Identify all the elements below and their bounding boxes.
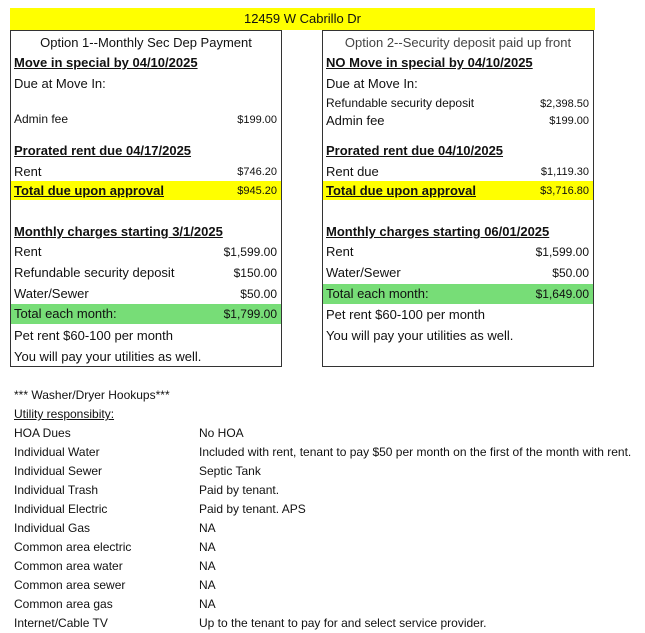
option2-prorated-heading: Prorated rent due 04/10/2025 bbox=[326, 143, 504, 158]
utility-value: NA bbox=[199, 559, 216, 573]
utility-heading: Utility responsibity: bbox=[14, 407, 115, 421]
utility-label: Individual Trash bbox=[14, 483, 99, 497]
washer-note: *** Washer/Dryer Hookups*** bbox=[14, 388, 170, 402]
option1-monthly-rent-row bbox=[11, 242, 281, 261]
utility-value: NA bbox=[199, 597, 216, 611]
option2-total-label: Total due upon approval bbox=[326, 183, 476, 198]
utility-label: Individual Gas bbox=[14, 521, 91, 535]
utility-value: NA bbox=[199, 540, 216, 554]
option2-movein-heading: NO Move in special by 04/10/2025 bbox=[326, 55, 533, 70]
option1-admin-row bbox=[11, 110, 281, 129]
option1-admin-value: $199.00 bbox=[237, 114, 277, 126]
option2-total-row bbox=[323, 181, 593, 200]
option1-rent-value: $746.20 bbox=[237, 166, 277, 178]
option1-pet-row bbox=[11, 326, 281, 345]
utility-label: Internet/Cable TV bbox=[14, 616, 108, 630]
option1-water-label: Water/Sewer bbox=[14, 286, 89, 301]
option2-water-label: Water/Sewer bbox=[326, 265, 401, 280]
option1-total-value: $945.20 bbox=[237, 185, 277, 197]
option1-util-row bbox=[11, 347, 281, 366]
utility-label: Common area water bbox=[14, 559, 123, 573]
option1-pet-text: Pet rent $60-100 per month bbox=[14, 328, 173, 343]
option2-due-row bbox=[323, 74, 593, 93]
utility-label: HOA Dues bbox=[14, 426, 71, 440]
option2-pet-row bbox=[323, 305, 593, 324]
option1-each-row bbox=[11, 304, 281, 324]
option1-monthly-row bbox=[11, 222, 281, 241]
option2-monthly-row bbox=[323, 222, 593, 241]
utility-value: NA bbox=[199, 578, 216, 592]
option1-deposit-row bbox=[11, 263, 281, 282]
option2-each-label: Total each month: bbox=[326, 286, 429, 301]
utility-label: Common area gas bbox=[14, 597, 113, 611]
option2-water-value: $50.00 bbox=[552, 266, 589, 280]
option1-deposit-label: Refundable security deposit bbox=[14, 265, 175, 280]
option1-movein-row bbox=[11, 53, 281, 72]
option2-rent-value: $1,119.30 bbox=[540, 166, 589, 178]
option1-movein-heading: Move in special by 04/10/2025 bbox=[14, 55, 198, 70]
property-address: 12459 W Cabrillo Dr bbox=[10, 8, 595, 30]
option1-deposit-value: $150.00 bbox=[233, 266, 277, 280]
option2-deposit-value: $2,398.50 bbox=[540, 98, 589, 110]
option2-admin-value: $199.00 bbox=[549, 115, 589, 127]
option1-prorated-row bbox=[11, 141, 281, 160]
option1-admin-label: Admin fee bbox=[14, 112, 69, 126]
option2-panel bbox=[322, 30, 594, 367]
option2-util-row bbox=[323, 326, 593, 345]
option1-each-value: $1,799.00 bbox=[223, 307, 277, 321]
utility-value: NA bbox=[199, 521, 216, 535]
option2-each-value: $1,649.00 bbox=[535, 287, 589, 301]
option1-header: Option 1--Monthly Sec Dep Payment bbox=[40, 35, 252, 50]
option1-due-label: Due at Move In: bbox=[14, 76, 106, 91]
utility-value: No HOA bbox=[199, 426, 244, 440]
utility-label: Individual Sewer bbox=[14, 464, 103, 478]
option2-prorated-row bbox=[323, 141, 593, 160]
option1-prorated-heading: Prorated rent due 04/17/2025 bbox=[14, 143, 192, 158]
option2-deposit-label: Refundable security deposit bbox=[326, 96, 475, 110]
utility-value: Included with rent, tenant to pay $50 per month on the first of the month with rent. bbox=[199, 445, 632, 459]
option1-panel bbox=[10, 30, 282, 367]
option2-admin-row bbox=[323, 111, 593, 130]
option1-monthly-rent-value: $1,599.00 bbox=[223, 245, 277, 259]
utility-label: Common area electric bbox=[14, 540, 132, 554]
option2-admin-label: Admin fee bbox=[326, 113, 385, 128]
option2-due-label: Due at Move In: bbox=[326, 76, 418, 91]
option2-pet-text: Pet rent $60-100 per month bbox=[326, 307, 485, 322]
option2-monthly-rent-value: $1,599.00 bbox=[535, 245, 589, 259]
option1-monthly-rent-label: Rent bbox=[14, 244, 42, 259]
option2-movein-row bbox=[323, 53, 593, 72]
option1-monthly-heading: Monthly charges starting 3/1/2025 bbox=[14, 224, 223, 239]
utility-value: Septic Tank bbox=[199, 464, 261, 478]
option2-rent-row bbox=[323, 162, 593, 181]
utility-label: Common area sewer bbox=[14, 578, 126, 592]
option1-due-row bbox=[11, 74, 281, 93]
option1-total-label: Total due upon approval bbox=[14, 183, 164, 198]
option1-water-value: $50.00 bbox=[240, 287, 277, 301]
utility-label: Individual Water bbox=[14, 445, 100, 459]
option1-util-text: You will pay your utilities as well. bbox=[14, 349, 202, 364]
option2-header: Option 2--Security deposit paid up front bbox=[344, 35, 572, 50]
utility-value: Up to the tenant to pay for and select service provider. bbox=[199, 616, 487, 630]
option1-each-label: Total each month: bbox=[14, 306, 117, 321]
option2-rent-label: Rent due bbox=[326, 164, 379, 179]
option2-monthly-rent-label: Rent bbox=[326, 244, 354, 259]
option2-util-text: You will pay your utilities as well. bbox=[326, 328, 514, 343]
utility-label: Individual Electric bbox=[14, 502, 108, 516]
option1-rent-row bbox=[11, 162, 281, 181]
option1-total-row bbox=[11, 181, 281, 200]
option2-monthly-rent-row bbox=[323, 242, 593, 261]
option2-total-value: $3,716.80 bbox=[540, 185, 589, 197]
option1-water-row bbox=[11, 284, 281, 303]
option2-monthly-heading: Monthly charges starting 06/01/2025 bbox=[326, 224, 550, 239]
option1-rent-label: Rent bbox=[14, 164, 42, 179]
option2-water-row bbox=[323, 263, 593, 282]
option2-each-row bbox=[323, 284, 593, 304]
utility-value: Paid by tenant. bbox=[199, 483, 280, 497]
utility-value: Paid by tenant. APS bbox=[199, 502, 306, 516]
